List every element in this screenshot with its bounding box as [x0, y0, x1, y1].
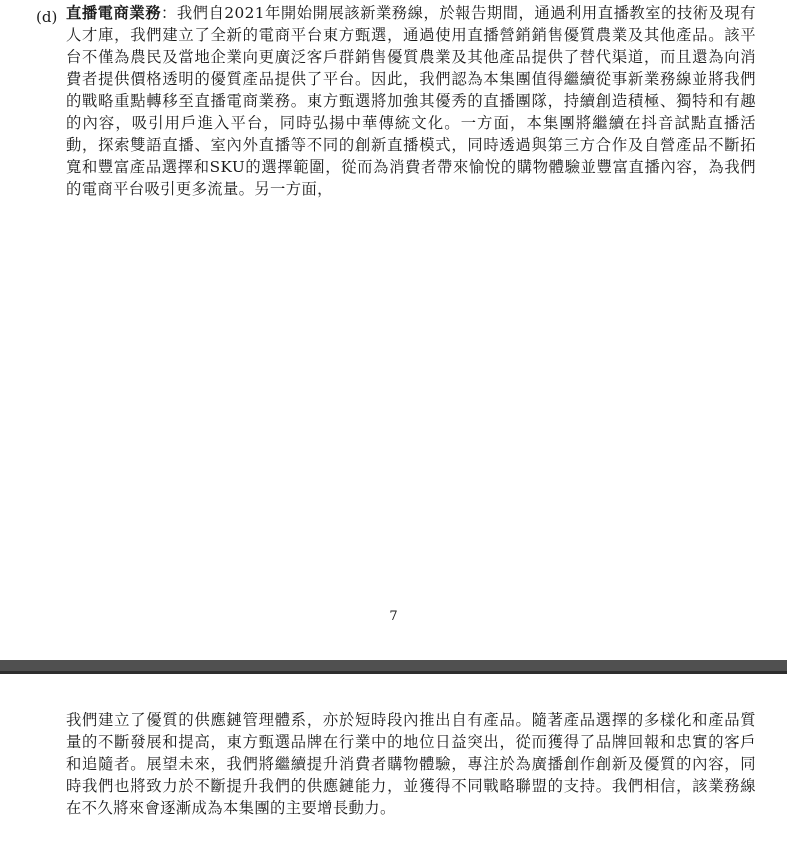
document-page-bottom	[0, 674, 787, 841]
paragraph-body: ：我們自2021年開始開展該新業務線，於報告期間，通過利用直播教室的技術及現有人才庫，我們建立了全新的電商平台東方甄選，通過使用直播營銷銷售優質農業及其他產品。該平台不僅為農民及當地企業向更廣泛客戶群銷售優質農業及其他產品提供了替代渠道，而且還為向消費者提供價格透明的優質產品提供了平台。因此，我們認為本集團值得繼續從事新業務線並將我們的戰略重點轉移至直播電商業務。東方甄選將加強其優秀的直播團隊，持續創造積極、獨特和有趣的內容，吸引用戶進入平台，同時弘揚中華傳統文化。一方面，本集團將繼續在抖音試點直播活動，探索雙語直播、室內外直播等不同的創新直播模式，同時透過與第三方合作及自營產品不斷拓寬和豐富產品選擇和SKU的選擇範圍，從而為消費者帶來愉悅的購物體驗並豐富直播內容，為我們的電商平台吸引更多流量。另一方面，	[66, 4, 756, 198]
paragraph-heading: 直播電商業務	[66, 4, 162, 22]
item-marker: (d)	[36, 8, 58, 26]
paragraph-d	[36, 2, 756, 200]
page-divider	[0, 660, 787, 674]
paragraph-text	[66, 2, 756, 200]
continued-paragraph: 我們建立了優質的供應鏈管理體系，亦於短時段內推出自有產品。隨著產品選擇的多樣化和產品質量的不斷發展和提高，東方甄選品牌在行業中的地位日益突出，從而獲得了品牌回報和忠實的客戶和追隨者。展望未來，我們將繼續提升消費者購物體驗，專注於為廣播創作創新及優質的內容，同時我們也將致力於不斷提升我們的供應鏈能力，並獲得不同戰略聯盟的支持。我們相信，該業務線在不久將來會逐漸成為本集團的主要增長動力。	[66, 711, 756, 817]
page-number: 7	[389, 609, 398, 624]
